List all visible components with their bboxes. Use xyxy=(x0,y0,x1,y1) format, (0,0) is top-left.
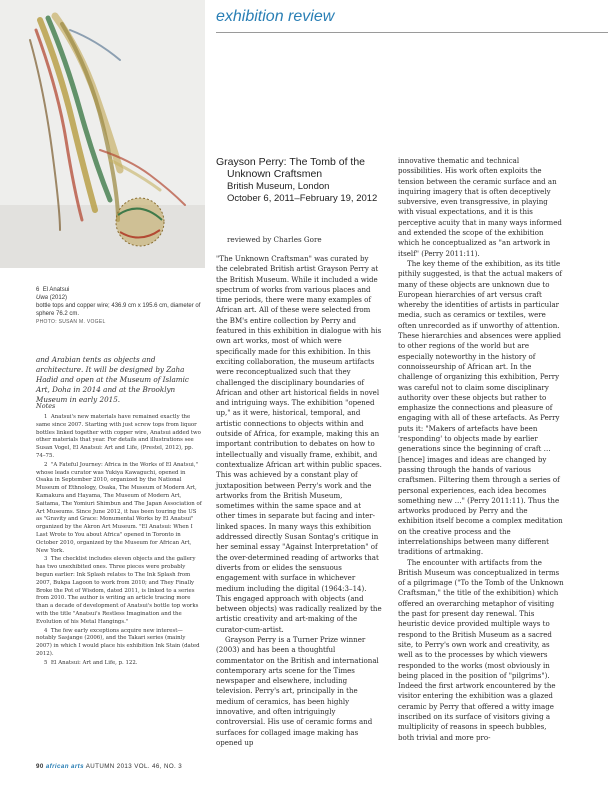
review-venue: British Museum, London xyxy=(227,181,330,192)
issue-info: AUTUMN 2013 VOL. 46, NO. 3 xyxy=(85,763,183,770)
body-column-3 xyxy=(398,156,564,743)
notes-heading: Notes xyxy=(36,402,56,410)
figure-year: (2012) xyxy=(49,295,68,301)
section-title: exhibition review xyxy=(216,8,335,25)
header-rule xyxy=(216,32,608,33)
notes-list xyxy=(36,414,202,669)
figure-number: 6 xyxy=(36,287,40,293)
figure-credit: PHOTO: SUSAN M. VOGEL xyxy=(36,319,106,325)
note-item: 4 The few early exceptions acquire new interest—notably Sasjange (2006), and the Takari series (mainly 2007) in which I would place his exhibition Ink Stain (dated 2012). xyxy=(36,627,200,657)
figure-artist: El Anatsui xyxy=(42,287,70,293)
note-item: 2 "A Fateful Journey: Africa in the Works of El Anatsui," whose leads curator was Yukiya Kawaguchi, opened in Osaka in September 2010, organized by the National Museum of Ethnology, Osaka, The Museum of Modern Art, Kamakura and Hayama, The Museum of Modern Art, Saitama, The Yomiuri Shimbun and The Japan Association of Art Museums. Since June 2012, it has been touring the US as "Gravity and Grace: Monumental Works by El Anatsui" organized by the Akron Art Museum. "El Anatsui: When I Last Wrote to You about Africa" opened in Toronto in October 2010, organized by the Museum for African Art, New York. xyxy=(36,461,202,554)
figure-materials: bottle tops and copper wire; 436.9 cm x 195.6 cm, diameter of sphere 76.2 cm. xyxy=(36,303,201,317)
body-paragraph: "The Unknown Craftsman" was curated by the celebrated British artist Grayson Perry at the British Museum. While it included a wide spectrum of works from various places and time periods, there were many examples of African art. All of these were selected from the BM's entire collection by Perry and featured in this exhibition in dialogue with his own art works, most of which were specifically made for this exhibition. In this exciting collaboration, the museum artifacts were reconceptualized such that they challenged the disciplinary boundaries of African and other art historical fields in novel and intriguing ways. The exhibition "opened up," as it were, historical, temporal, and artistic connections to objects within and outside of Africa, for example, making this an important contribution to debates on how to intellectually and visually frame, exhibit, and contextualize African art within public spaces. This was achieved by a constant play of juxtaposition between Perry's work and the artworks from the British Museum, sometimes within the same space and at other times in separate but facing and inter-linked spaces. In many ways this exhibition addressed directly Susan Sontag's critique in her seminal essay "Against Interpretation" of the over-determined reading of artworks that diverts from or elides the sensuous engagement with surface in whichever medium including the digital (1964:3–14). This engaged approach with objects (and between objects) was radically realized by the artistic creativity and art-making of the curator-cum-artist. xyxy=(216,254,382,634)
body-paragraph: innovative thematic and technical possibilities. His work often exploits the tension between the ceramic surface and an inquiring imagery that is often deceptively subversive, even transgressive, in playing with visual expectations, and it is this perceptive acuity that in many ways informed and extended the scope of the exhibition which he conceptualized as "an artwork in itself" (Perry 2011:11). xyxy=(398,156,562,258)
review-venue-block xyxy=(227,181,387,205)
journal-name: african arts xyxy=(45,763,84,770)
figure-caption xyxy=(36,286,204,326)
review-title: Grayson Perry: The Tomb of the Unknown Craftsmen xyxy=(216,156,366,180)
page-footer xyxy=(36,763,182,770)
body-column-2 xyxy=(216,254,382,748)
body-paragraph: The encounter with artifacts from the British Museum was conceptualized in terms of a pilgrimage ("To the Tomb of the Unknown Craftsman," the title of the exhibition) which offered an overarching metaphor of visiting the past for present day renewal. This heuristic device provided multiple ways to respond to the British Museum as a sacred site, to Perry's own work and creativity, as well as to the processes by which viewers responded to the works (most obviously in being placed in the position of "pilgrims"). Indeed the first artwork encountered by the visitor entering the exhibition was a glazed ceramic by Perry that offered a witty image inscribed on its surface of visitors giving a multiplicity of reasons in speech bubbles, both trivial and more pro- xyxy=(398,557,564,742)
figure-title: Uwa xyxy=(36,295,49,301)
artwork-photo xyxy=(0,0,205,268)
note-item: 3 The checklist includes eleven objects and the gallery has two unexhibited ones. Three pieces were probably begun earlier: Ink Splash relates to The Ink Splash from 2007, Bukpa Lagoon to work from 2010; and They Finally Broke the Pot of Wisdom, dated 2011, is linked to a series from 2010. The author is writing an article tracing more than a decade of development of Anatsui's bottle top works with the title "Anatsui's Restless Imagination and the Evolution of his Metal Hangings." xyxy=(36,556,199,625)
reviewer-byline: reviewed by Charles Gore xyxy=(227,235,322,244)
note-item: 5 El Anatsui: Art and Life, p. 122. xyxy=(44,659,138,666)
body-paragraph: Grayson Perry is a Turner Prize winner (2003) and has been a thoughtful commentator on the British and international contemporary arts scene for the Times newspaper and elsewhere, including television. Perry's art, principally in the medium of ceramics, has been highly innovative, and often intriguingly controversial. His use of ceramic forms and surfaces for collaged image making has opened up xyxy=(216,634,379,747)
body-paragraph: The key theme of the exhibition, as its title pithily suggested, is that the actual makers of many of these objects are unknown due to European hierarchies of art versus craft whereby the identities of artists in particular media, such as ceramics or textiles, were often unrecorded as if unworthy of attention. These hierarchies and absences were applied to other regions of the world but are especially noteworthy in the history of connoisseurship of African art. In the challenge of organizing this exhibition, Perry was careful not to claim some disciplinary authority over these objects but rather to emphasize the connections and pleasure of engaging with all of these artefacts. As Perry puts it: "Makers of artefacts have been 'responding' to objects made by earlier generations since the beginning of craft … [hence] images and ideas are changed by passing through the hands of various craftsmen. Filtering them through a series of personal experiences, each idea becomes something new …" (Perry 2011:11). Thus the artworks produced by Perry and the exhibition itself become a complex meditation on the creative process and the interrelationships between many different traditions of artmaking. xyxy=(398,258,563,557)
page-number: 90 xyxy=(36,763,44,770)
review-dates: October 6, 2011–February 19, 2012 xyxy=(227,193,378,204)
note-item: 1 Anatsui's new materials have remained exactly the same since 2007. Starting with just screw tops from liquor bottles linked together with copper wire, Anatsui added two other materials that year. For details and illustrations see Susan Vogel, El Anatsui: Art and Life, (Prestel, 2012), pp. 74–75. xyxy=(36,414,201,459)
leadin-text: and Arabian tents as objects and architecture. It will be designed by Zaha Hadid and open at the Museum of Islamic Art, Doha in 2014 and at the Brooklyn Museum in early 2015. xyxy=(36,355,189,404)
